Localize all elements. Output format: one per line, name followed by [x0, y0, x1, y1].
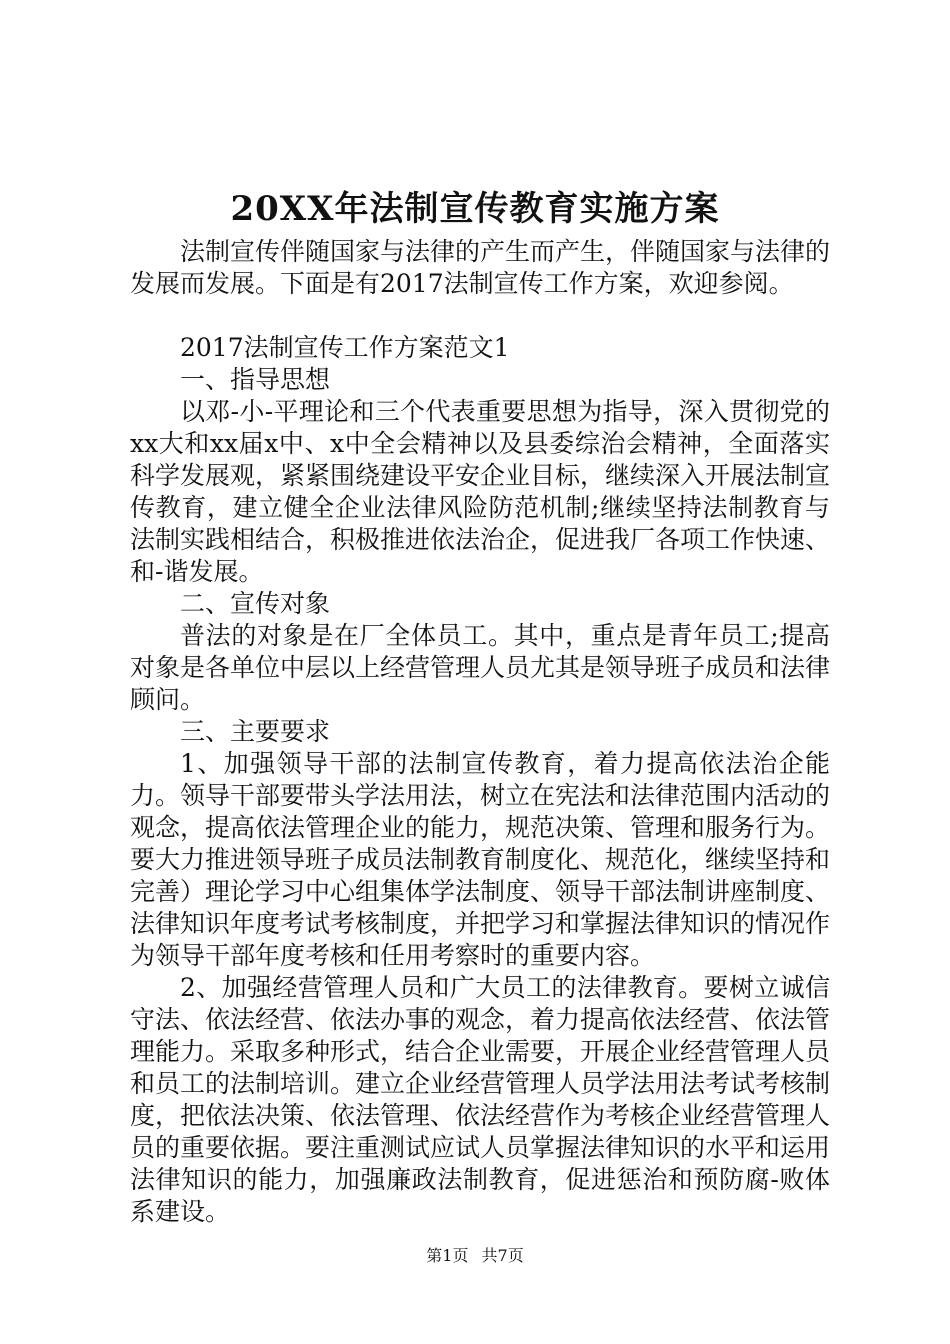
page-number-total: 共7页: [481, 1246, 524, 1265]
paragraph-requirement-1: 1、加强领导干部的法制宣传教育，着力提高依法治企能力。领导干部要带头学法用法，树立在宪法和法律范围内活动的观念，提高依法管理企业的能力，规范决策、管理和服务行为。要大力推进领导班子成员法制教育制度化、规范化，继续坚持和完善）理论学习中心组集体学法制度、领导干部法制讲座制度、法律知识年度考试考核制度，并把学习和掌握法律知识的情况作为领导干部年度考核和任用考察时的重要内容。: [130, 749, 831, 970]
page-number-current: 第1页: [426, 1246, 469, 1265]
paragraph-gap: [130, 300, 830, 332]
document-title: 20XX年法制宣传教育实施方案: [230, 189, 720, 229]
intro-paragraph: 法制宣传伴随国家与法律的产生而产生，伴随国家与法律的发展而发展。下面是有2017法制宣传工作方案，欢迎参阅。: [130, 237, 831, 298]
heading-guiding-ideology: 一、指导思想: [180, 365, 331, 394]
heading-requirements: 三、主要要求: [180, 717, 331, 746]
paragraph-audience: 普法的对象是在厂全体员工。其中，重点是青年员工;提高对象是各单位中层以上经营管理人员尤其是领导班子成员和法律顾问。: [130, 621, 831, 714]
section-title: 2017法制宣传工作方案范文1: [180, 333, 510, 362]
document-body: [130, 236, 830, 1228]
heading-audience: 二、宣传对象: [180, 589, 331, 618]
paragraph-guiding-ideology: 以邓-小-平理论和三个代表重要思想为指导，深入贯彻党的xx大和xx届x中、x中全会精神以及县委综治会精神，全面落实科学发展观，紧紧围绕建设平安企业目标，继续深入开展法制宣传教育，建立健全企业法律风险防范机制;继续坚持法制教育与法制实践相结合，积极推进依法治企，促进我厂各项工作快速、和-谐发展。: [130, 397, 831, 586]
page-footer: [0, 1244, 950, 1268]
paragraph-requirement-2: 2、加强经营管理人员和广大员工的法律教育。要树立诚信守法、依法经营、依法办事的观念，着力提高依法经营、依法管理能力。采取多种形式，结合企业需要，开展企业经营管理人员和员工的法制培训。建立企业经营管理人员学法用法考试考核制度，把依法决策、依法管理、依法经营作为考核企业经营管理人员的重要依据。要注重测试应试人员掌握法律知识的水平和运用法律知识的能力，加强廉政法制教育，促进惩治和预防腐-败体系建设。: [130, 973, 831, 1226]
